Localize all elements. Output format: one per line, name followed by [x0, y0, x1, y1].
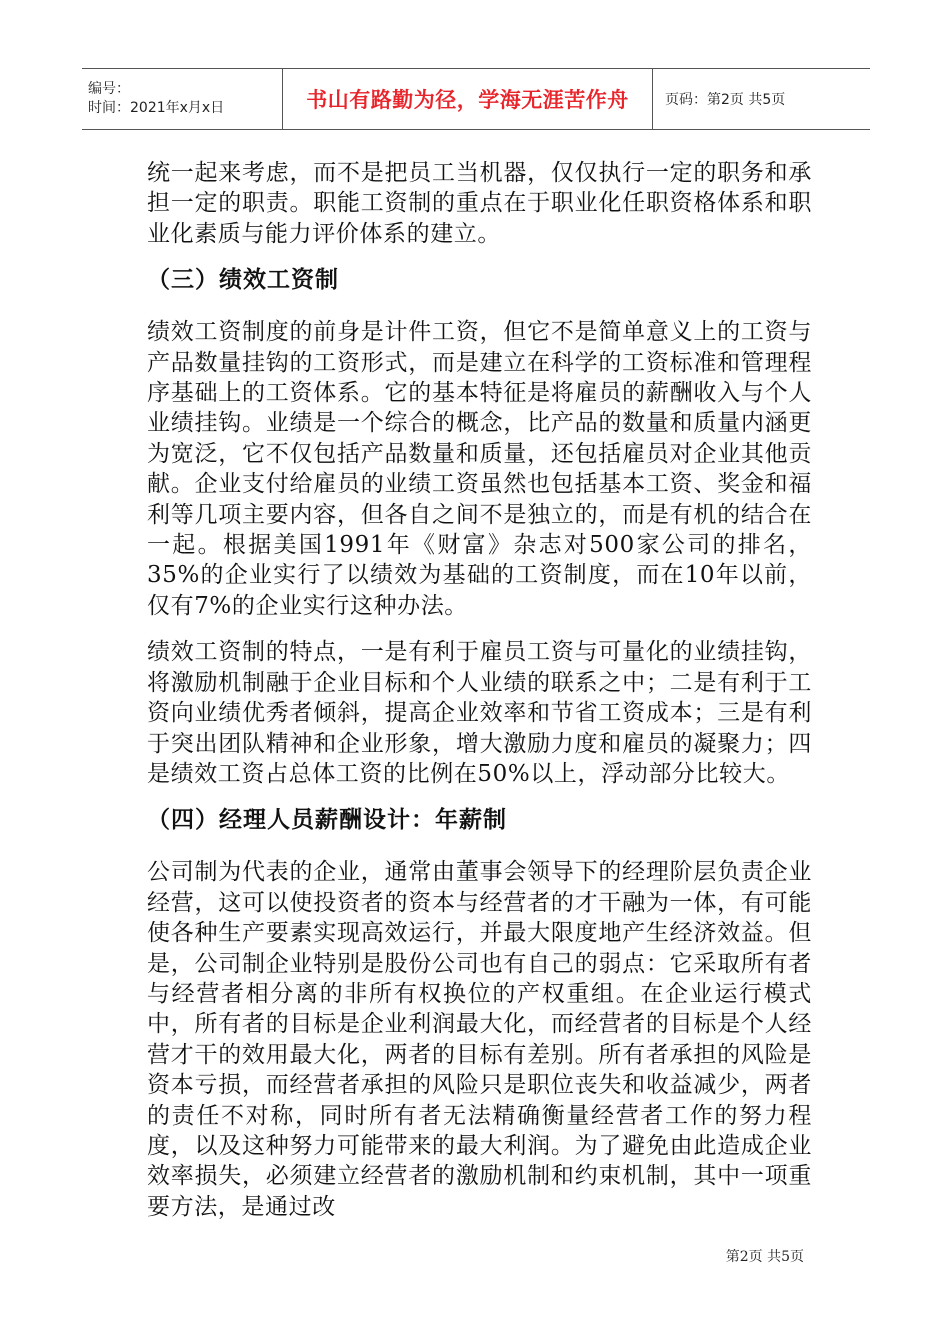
page-header: [82, 68, 870, 130]
paragraph: 绩效工资制度的前身是计件工资，但它不是简单意义上的工资与产品数量挂钩的工资形式，而是建立在科学的工资标准和管理程序基础上的工资体系。它的基本特征是将雇员的薪酬收入与个人业绩挂钩。业绩是一个综合的概念，比产品的数量和质量内涵更为宽泛，它不仅包括产品数量和质量，还包括雇员对企业其他贡献。企业支付给雇员的业绩工资虽然也包括基本工资、奖金和福利等几项主要内容，但各自之间不是独立的，而是有机的结合在一起。根据美国1991年《财富》杂志对500家公司的排名，35%的企业实行了以绩效为基础的工资制度，而在10年以前，仅有7%的企业实行这种办法。: [147, 319, 812, 619]
section-heading-3: （三）绩效工资制: [147, 267, 339, 294]
document-number: 编号：: [88, 81, 130, 97]
section-heading-4: （四）经理人员薪酬设计：年薪制: [147, 807, 507, 834]
document-body: [147, 158, 812, 1238]
header-page-number: 页码：第2页 共5页: [665, 92, 786, 108]
header-motto: 书山有路勤为径，学海无涯苦作舟: [306, 88, 629, 112]
header-page-cell: [653, 69, 870, 129]
paragraph: 公司制为代表的企业，通常由董事会领导下的经理阶层负责企业经营，这可以使投资者的资本与经营者的才干融为一体，有可能使各种生产要素实现高效运行，并最大限度地产生经济效益。但是，公司制企业特别是股份公司也有自己的弱点：它采取所有者与经营者相分离的非所有权换位的产权重组。在企业运行模式中，所有者的目标是企业利润最大化，而经营者的目标是个人经营才干的效用最大化，两者的目标有差别。所有者承担的风险是资本亏损，而经营者承担的风险只是职位丧失和收益减少，两者的责任不对称，同时所有者无法精确衡量经营者工作的努力程度，以及这种努力可能带来的最大利润。为了避免由此造成企业效率损失，必须建立经营者的激励机制和约束机制，其中一项重要方法，是通过改: [147, 859, 812, 1220]
paragraph: 绩效工资制的特点，一是有利于雇员工资与可量化的业绩挂钩，将激励机制融于企业目标和个人业绩的联系之中；二是有利于工资向业绩优秀者倾斜，提高企业效率和节省工资成本；三是有利于突出团队精神和企业形象，增大激励力度和雇员的凝聚力；四是绩效工资占总体工资的比例在50%以上，浮动部分比较大。: [147, 639, 812, 787]
page-footer: 第2页 共5页: [725, 1249, 804, 1265]
header-meta: [82, 69, 282, 129]
paragraph: 统一起来考虑，而不是把员工当机器，仅仅执行一定的职务和承担一定的职责。职能工资制的重点在于职业化任职资格体系和职业化素质与能力评价体系的建立。: [147, 160, 812, 247]
header-motto-cell: [282, 69, 653, 129]
document-date: 时间：2021年x月x日: [88, 100, 225, 116]
